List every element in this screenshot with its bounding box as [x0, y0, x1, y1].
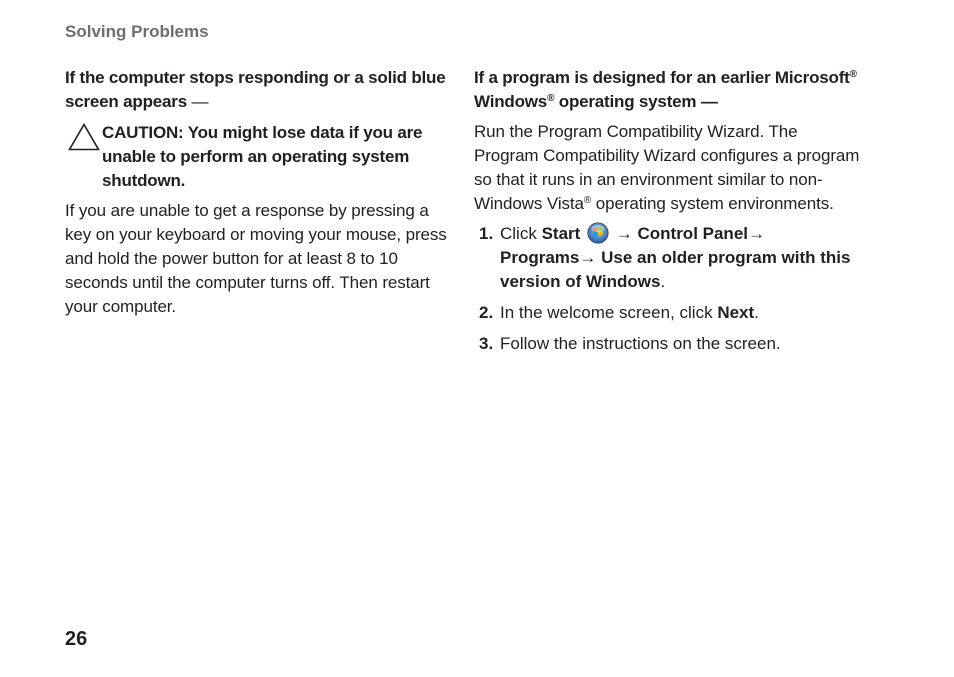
period: . [754, 303, 759, 322]
section-title: Solving Problems [65, 22, 209, 41]
programs-label: Programs [500, 248, 580, 267]
unresponsive-instructions: If you are unable to get a response by pressing a key on your keyboard or moving your mouse, press and hold the power button for at least 8 to 10 seconds until the computer turns off. Then restart your computer. [65, 201, 447, 316]
registered-mark: ® [547, 93, 555, 104]
step-2 [474, 301, 864, 325]
right-column [474, 66, 864, 363]
registered-mark: ® [849, 69, 857, 80]
step-3 [474, 332, 864, 356]
step-1 [474, 222, 864, 294]
warning-triangle-icon [68, 123, 100, 151]
arrow: → [611, 224, 638, 243]
next-label: Next [717, 303, 755, 322]
page-number: 26 [65, 628, 88, 650]
compatibility-wizard-text [474, 120, 864, 216]
step-number: 1. [479, 224, 494, 243]
heading-dash: — [186, 92, 209, 111]
registered-mark: ® [583, 195, 592, 206]
step-text: Click [500, 224, 542, 243]
step-number: 2. [479, 303, 494, 322]
older-program-label: Use an older program with this version of Windows [500, 248, 851, 291]
body-part-2: operating system environments. [591, 194, 834, 213]
blue-screen-heading-text: If the computer stops responding or a solid blue screen appears [65, 68, 446, 111]
start-label: Start [541, 224, 581, 243]
left-column [65, 66, 450, 319]
heading-part-3: operating system — [554, 92, 718, 111]
step-text: Follow the instructions on the screen. [500, 334, 781, 353]
step-text: In the welcome screen, click [500, 303, 718, 322]
caution-text: CAUTION: You might lose data if you are unable to perform an operating system shutdown. [102, 123, 423, 190]
step-number: 3. [479, 334, 494, 353]
arrow: → [748, 224, 765, 243]
heading-part-1: If a program is designed for an earlier Microsoft [474, 68, 850, 87]
older-program-heading [474, 66, 864, 114]
body-part-1: Run the Program Compatibility Wizard. The Program Compatibility Wizard configures a program so that it runs in an environment similar to non-Windows Vista [474, 122, 860, 213]
arrow: → [579, 248, 602, 267]
windows-start-orb-icon [587, 222, 609, 244]
heading-part-2: Windows [474, 92, 548, 111]
control-panel-label: Control Panel [637, 224, 748, 243]
period: . [660, 272, 666, 291]
blue-screen-heading [65, 66, 450, 114]
steps-list [474, 222, 864, 356]
caution-block [65, 121, 450, 193]
